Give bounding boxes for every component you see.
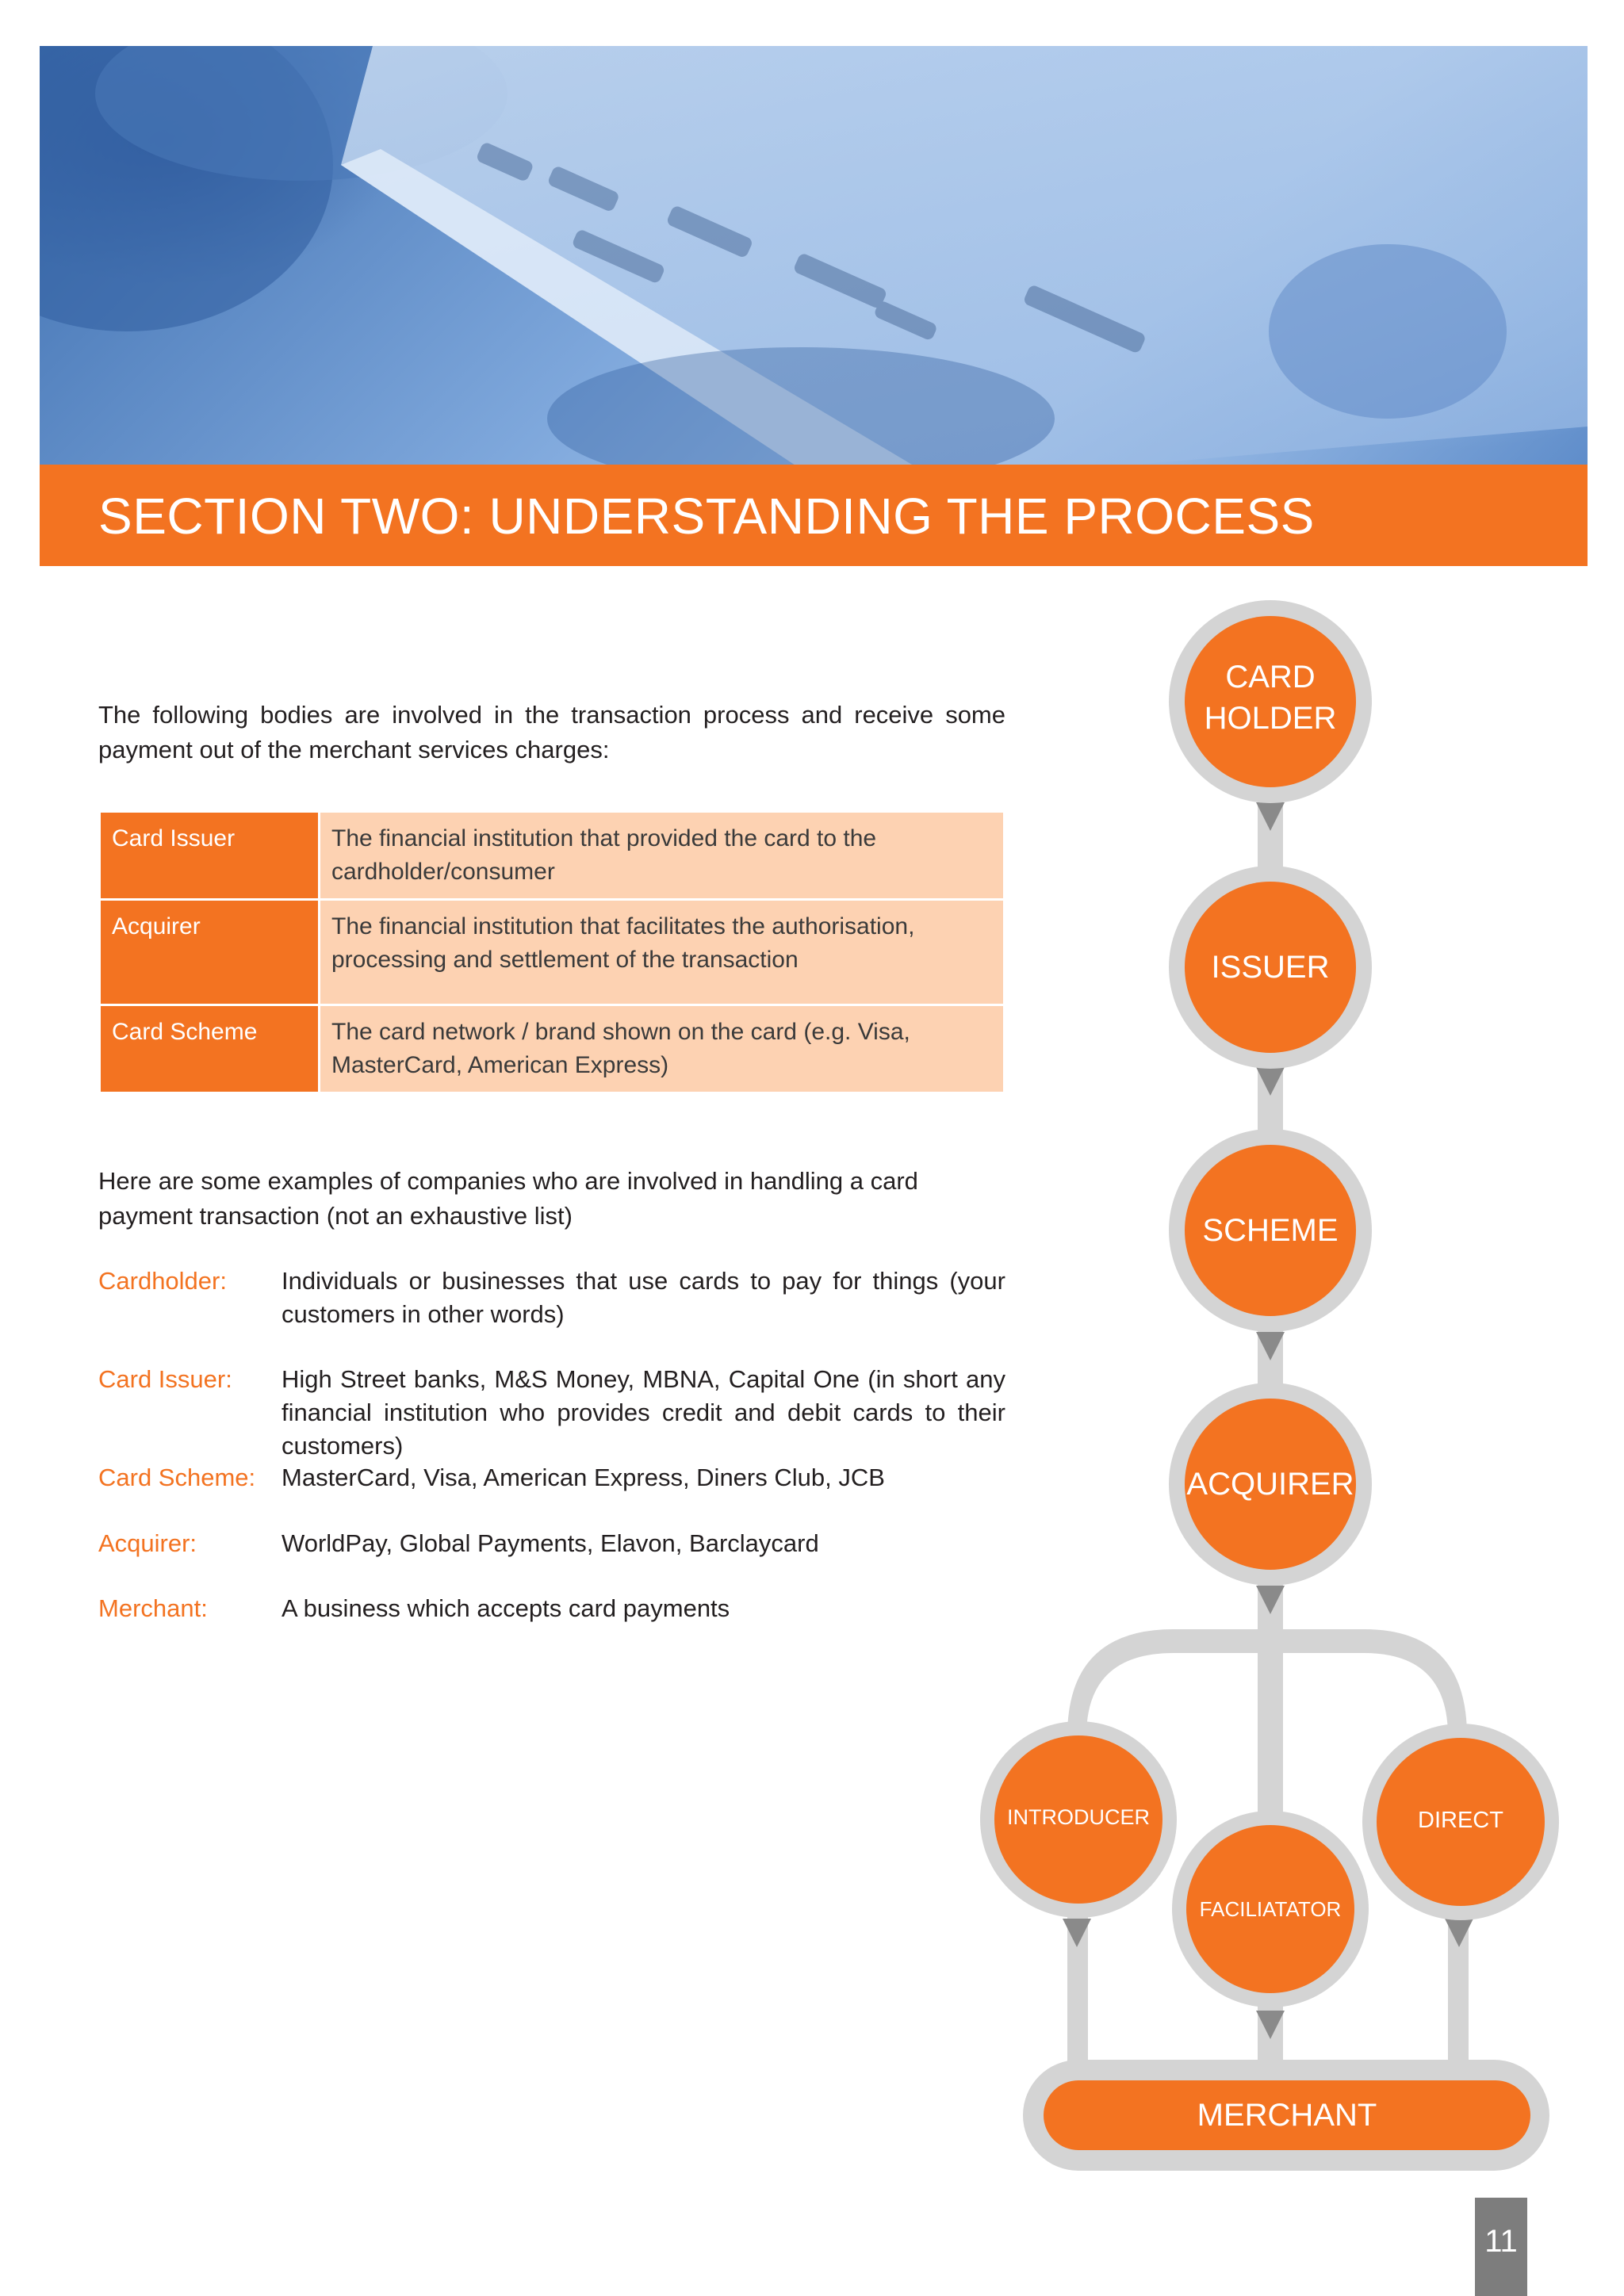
example-label: Cardholder: <box>98 1267 227 1295</box>
example-text: A business which accepts card payments <box>282 1594 730 1622</box>
card-holder-line1: CARD <box>1225 660 1316 695</box>
section-title: SECTION TWO: UNDERSTANDING THE PROCESS <box>98 488 1315 545</box>
table-definition: The card network / brand shown on the card (e.g. Visa, MasterCard, American Express) <box>320 1005 1005 1093</box>
example-text: MasterCard, Visa, American Express, Diners Club, JCB <box>282 1464 885 1491</box>
node-scheme-label: SCHEME <box>1202 1213 1339 1248</box>
intro-paragraph: The following bodies are involved in the transaction process and receive some payment out of the merchant services charges: <box>98 701 1005 763</box>
table-term: Card Issuer <box>100 812 320 900</box>
node-acquirer-label: ACQUIRER <box>1186 1467 1354 1502</box>
examples-intro: Here are some examples of companies who are involved in handling a card payment transaction (not an exhaustive list) <box>98 1167 918 1230</box>
node-direct-label: DIRECT <box>1418 1808 1503 1833</box>
node-issuer-label: ISSUER <box>1211 950 1330 985</box>
card-holder-line2: HOLDER <box>1204 701 1337 736</box>
node-introducer-label: INTRODUCER <box>1007 1805 1150 1829</box>
example-label: Card Scheme: <box>98 1464 256 1491</box>
example-label: Card Issuer: <box>98 1365 232 1393</box>
table-term: Acquirer <box>100 900 320 1005</box>
example-text: Individuals or businesses that use cards to pay for things (your customers in other words) <box>282 1267 1005 1328</box>
table-term: Card Scheme <box>100 1005 320 1093</box>
example-text: High Street banks, M&S Money, MBNA, Capital One (in short any financial institution who provides credit and debit cards to their customers) <box>282 1365 1005 1460</box>
table-definition: The financial institution that facilitates the authorisation, processing and settlement of the transaction <box>320 900 1005 1005</box>
node-card-holder-label <box>1175 656 1365 739</box>
table-definition: The financial institution that provided the card to the cardholder/consumer <box>320 812 1005 900</box>
example-text: WorldPay, Global Payments, Elavon, Barclaycard <box>282 1529 819 1557</box>
example-label: Merchant: <box>98 1594 208 1622</box>
node-merchant-label: MERCHANT <box>1197 2098 1377 2133</box>
node-facilitator-label: FACILIATATOR <box>1199 1897 1342 1921</box>
example-label: Acquirer: <box>98 1529 197 1557</box>
page-number: 11 <box>1475 2198 1527 2296</box>
